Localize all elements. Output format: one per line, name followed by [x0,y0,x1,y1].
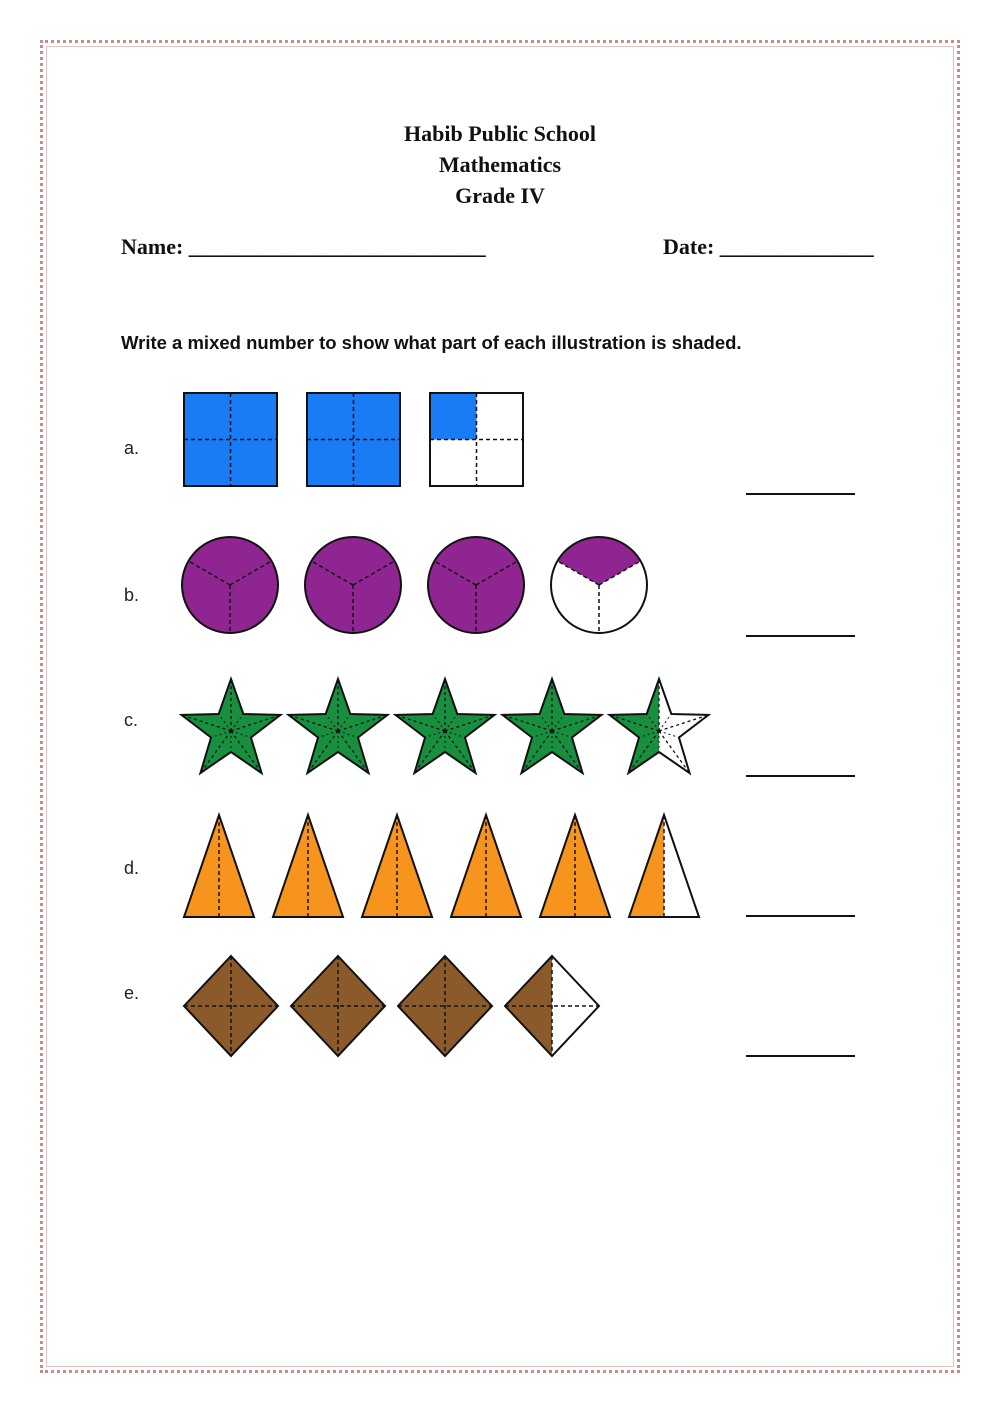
triangle-shape-d-5 [540,815,610,917]
triangle-shape-d-1 [184,815,254,917]
question-label-b: b. [124,585,140,605]
circle-shape-b-3 [428,537,524,633]
name-field[interactable]: Name: ___________________________ [121,234,486,259]
star-shape-c-5 [610,679,709,773]
date-field[interactable]: Date: ______________ [663,234,874,259]
circle-shape-b-4 [551,537,647,633]
instruction-text: Write a mixed number to show what part of each illustration is shaded. [121,332,742,353]
question-label-a: a. [124,438,140,458]
triangle-shape-d-2 [273,815,343,917]
square-shape-a-2 [307,393,400,486]
question-label-d: d. [124,858,140,878]
circle-shape-b-2 [305,537,401,633]
square-shape-a-1 [184,393,277,486]
star-shape-c-2 [289,679,388,773]
diamond-shape-e-1 [184,956,278,1056]
school-name: Habib Public School [404,121,596,146]
square-shape-a-3 [430,393,523,486]
subject-name: Mathematics [438,152,562,177]
triangle-shape-d-6 [629,815,699,917]
star-shape-c-4 [503,679,602,773]
circle-shape-b-1 [182,537,278,633]
question-label-c: c. [124,710,139,730]
star-shape-c-3 [396,679,495,773]
diamond-shape-e-4 [505,956,599,1056]
grade-label: Grade IV [455,183,545,208]
diamond-shape-e-3 [398,956,492,1056]
diamond-shape-e-2 [291,956,385,1056]
triangle-shape-d-4 [451,815,521,917]
star-shape-c-1 [182,679,281,773]
question-label-e: e. [124,983,140,1003]
triangle-shape-d-3 [362,815,432,917]
